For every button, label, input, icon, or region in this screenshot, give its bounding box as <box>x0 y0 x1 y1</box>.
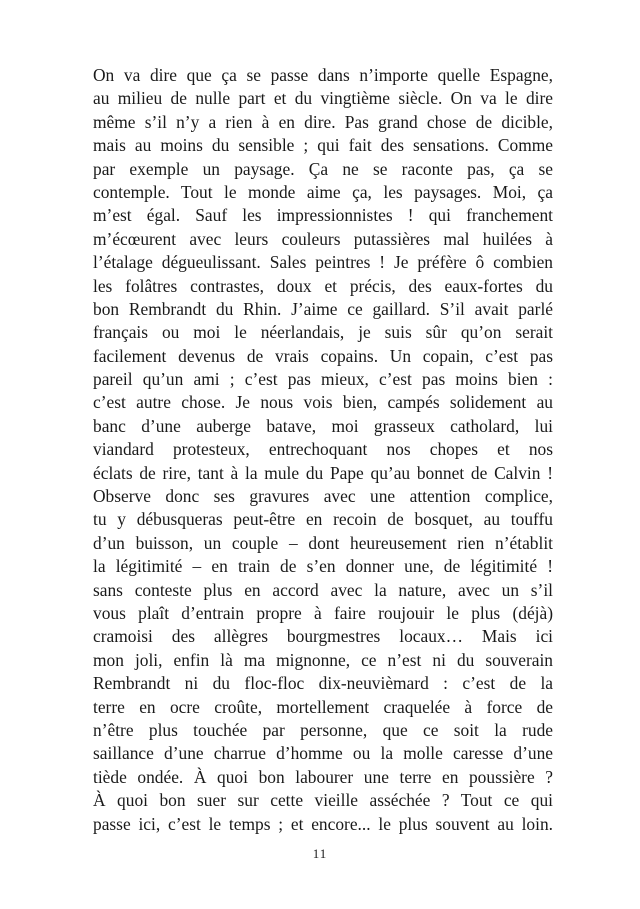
text-line: m’écœurent avec leurs couleurs putassières mal huilées à <box>93 228 553 249</box>
text-line: éclats de rire, tant à la mule du Pape qu’au bonnet de Calvin ! <box>93 462 553 483</box>
text-line: par exemple un paysage. Ça ne se raconte pas, ça se <box>93 158 553 179</box>
text-line: À quoi bon suer sur cette vieille asséchée ? Tout ce qui <box>93 790 553 811</box>
text-line: sans conteste plus en accord avec la nature, avec un s’il <box>93 579 553 600</box>
text-line: Rembrandt ni du floc-floc dix-neuvièmard : c’est de la <box>93 673 553 694</box>
text-line: bon Rembrandt du Rhin. J’aime ce gaillard. S’il avait parlé <box>93 298 553 319</box>
text-line: pareil qu’un ami ; c’est pas mieux, c’est pas moins bien : <box>93 369 553 390</box>
text-line: d’un buisson, un couple – dont heureusement rien n’établit <box>93 532 553 553</box>
text-line: Observe donc ses gravures avec une attention complice, <box>93 486 553 507</box>
text-line: français ou moi le néerlandais, je suis sûr qu’on serait <box>93 322 553 343</box>
text-line: banc d’une auberge batave, moi grasseux catholard, lui <box>93 415 553 436</box>
text-line: les folâtres contrastes, doux et précis, des eaux-fortes du <box>93 275 553 296</box>
text-line: même s’il n’y a rien à en dire. Pas grand chose de dicible, <box>93 111 553 132</box>
text-line: tiède ondée. À quoi bon labourer une terre en poussière ? <box>93 766 553 787</box>
text-line: viandard protesteux, entrechoquant nos chopes et nos <box>93 439 553 460</box>
text-line: saillance d’une charrue d’homme ou la molle caresse d’une <box>93 743 553 764</box>
text-line: mais au moins du sensible ; qui fait des sensations. Comme <box>93 135 553 156</box>
text-line: vous plaît d’entrain propre à faire roujouir le plus (déjà) <box>93 602 553 623</box>
page-number: 11 <box>312 846 328 861</box>
text-line: la légitimité – en train de s’en donner une, de légitimité ! <box>93 556 553 577</box>
text-line: facilement devenus de vrais copains. Un copain, c’est pas <box>93 345 553 366</box>
text-line: mon joli, enfin là ma mignonne, ce n’est ni du souverain <box>93 649 553 670</box>
text-line: passe ici, c’est le temps ; et encore... le plus souvent au loin. <box>93 813 553 834</box>
text-line: contemple. Tout le monde aime ça, les paysages. Moi, ça <box>93 181 553 202</box>
text-line: cramoisi des allègres bourgmestres locaux… Mais ici <box>93 626 553 647</box>
text-line: n’être plus touchée par personne, que ce soit la rude <box>93 719 553 740</box>
body-text <box>93 64 553 836</box>
text-line: tu y débusqueras peut-être en recoin de bosquet, au touffu <box>93 509 553 530</box>
text-line: l’étalage dégueulissant. Sales peintres ! Je préfère ô combien <box>93 252 553 273</box>
text-line: On va dire que ça se passe dans n’importe quelle Espagne, <box>93 65 553 85</box>
text-line: au milieu de nulle part et du vingtième siècle. On va le dire <box>93 88 553 109</box>
text-line: c’est autre chose. Je nous vois bien, campés solidement au <box>93 392 553 413</box>
text-line: m’est égal. Sauf les impressionnistes ! qui franchement <box>93 205 553 226</box>
text-line: terre en ocre croûte, mortellement craquelée à force de <box>93 696 553 717</box>
